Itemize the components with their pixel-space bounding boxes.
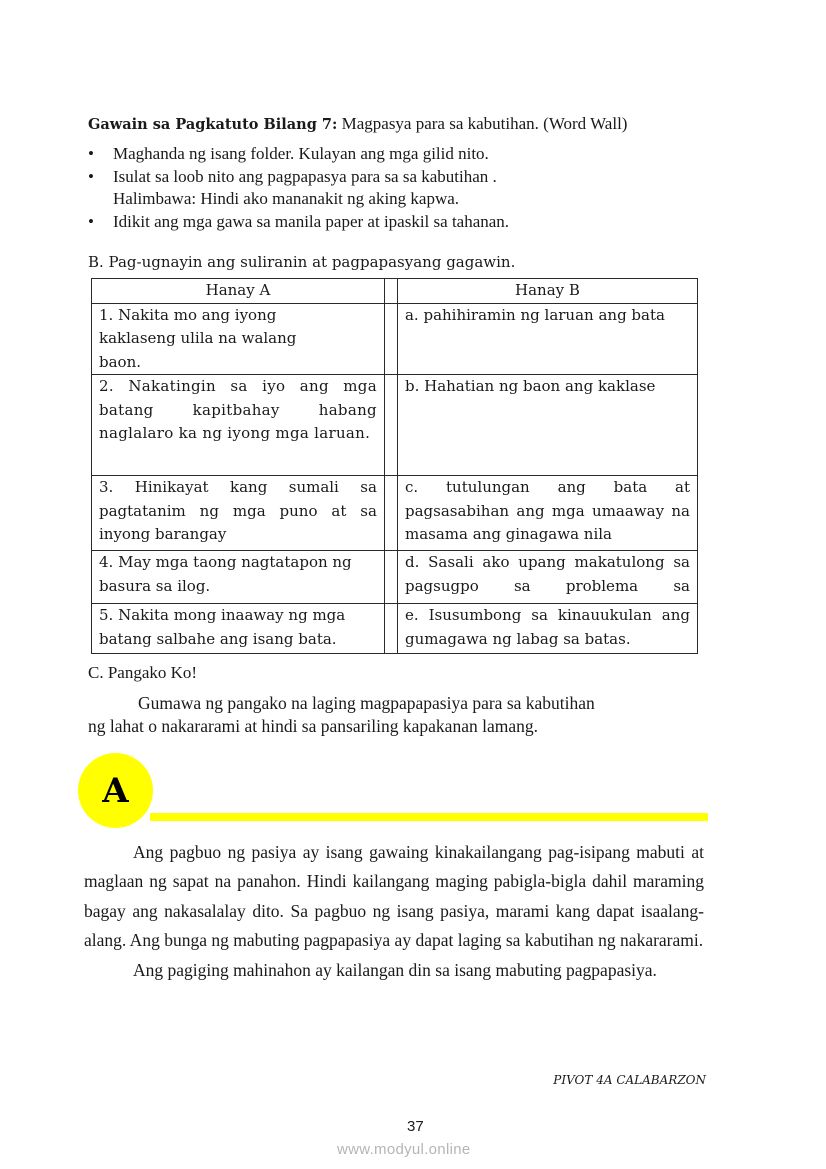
table-row — [92, 375, 698, 476]
activity-title-rest: Magpasya para sa kabutihan. (Word Wall) — [337, 114, 628, 133]
decision-cell: c. tutulungan ang bata at pagsasabihan ang mga umaaway na masama ang ginagawa nila — [397, 476, 697, 551]
instruction-item: • Maghanda ng isang folder. Kulayan ang mga gilid nito. — [88, 143, 509, 166]
problem-cell: 1. Nakita mo ang iyong kaklaseng ulila na walang baon. — [92, 303, 385, 375]
answer-cell[interactable] — [384, 303, 397, 375]
column-header-b: Hanay B — [397, 279, 697, 304]
section-c-heading: C. Pangako Ko! — [88, 663, 198, 682]
table-row — [92, 476, 698, 551]
pangako-line: Gumawa ng pangako na laging magpapapasiya para sa kabutihan — [138, 693, 595, 713]
section-b-heading: B. Pag-ugnayin ang suliranin at pagpapasyang gagawin. — [88, 253, 516, 271]
bullet-icon: • — [88, 166, 94, 186]
section-a-letter: A — [102, 770, 129, 811]
section-divider-bar — [150, 813, 708, 821]
table-row — [92, 303, 698, 375]
body-paragraph: Ang pagbuo ng pasiya ay isang gawaing kinakailangang pag-isipang mabuti at maglaan ng sapat na panahon. Hindi kailangang maging pabigla-bigla dahil maraming bagay ang nakasalalay dito. Sa pagbuo ng isang pasiya, marami kang dapat isaalang-alang. Ang bunga ng mabuting pagpapasiya ay dapat laging sa kabutihan ng nakararami. — [84, 842, 704, 951]
table-header-row — [92, 279, 698, 304]
answer-cell[interactable] — [384, 476, 397, 551]
problem-cell: 4. May mga taong nagtatapon ng basura sa ilog. — [92, 551, 385, 604]
decision-cell: a. pahihiramin ng laruan ang bata — [397, 303, 697, 375]
body-paragraph: Ang pagiging mahinahon ay kailangan din sa isang mabuting pagpapasiya. — [133, 959, 657, 980]
activity-title-bold: Gawain sa Pagkatuto Bilang 7: — [88, 116, 338, 133]
problem-cell: 3. Hinikayat kang sumali sa pagtatanim ng mga puno at sa inyong barangay — [92, 476, 385, 551]
activity-title — [88, 114, 627, 134]
watermark: www.modyul.online — [337, 1141, 471, 1158]
table-row — [92, 551, 698, 604]
section-a-badge — [78, 753, 153, 828]
problem-cell: 2. Nakatingin sa iyo ang mga batang kapitbahay habang naglalaro ka ng iyong mga laruan. — [92, 375, 385, 476]
answer-cell[interactable] — [384, 551, 397, 604]
column-header-a: Hanay A — [92, 279, 385, 304]
instruction-item: • Idikit ang mga gawa sa manila paper at ipaskil sa tahanan. — [88, 211, 509, 234]
answer-column-header — [384, 279, 397, 304]
table-row — [92, 604, 698, 654]
pangako-line: ng lahat o nakararami at hindi sa pansariling kapakanan lamang. — [88, 716, 538, 736]
body-text — [84, 838, 704, 985]
instruction-example: Halimbawa: Hindi ako mananakit ng aking kapwa. — [113, 189, 460, 208]
instruction-list — [88, 143, 509, 233]
instruction-item: • Isulat sa loob nito ang pagpapasya para sa sa kabutihan . — [88, 166, 509, 189]
decision-cell: b. Hahatian ng baon ang kaklase — [397, 375, 697, 476]
decision-cell: e. Isusumbong sa kinauukulan ang gumagawa ng labag sa batas. — [397, 604, 697, 654]
pangako-text — [88, 692, 688, 738]
bullet-icon: • — [88, 211, 94, 231]
answer-cell[interactable] — [384, 375, 397, 476]
answer-cell[interactable] — [384, 604, 397, 654]
publisher-footer: PIVOT 4A CALABARZON — [553, 1073, 706, 1087]
page-number: 37 — [407, 1118, 424, 1135]
bullet-icon: • — [88, 144, 94, 163]
matching-table — [91, 278, 698, 654]
problem-cell: 5. Nakita mong inaaway ng mga batang salbahe ang isang bata. — [92, 604, 385, 654]
decision-cell: d. Sasali ako upang makatulong sa pagsugpo sa problema sa — [397, 551, 697, 604]
